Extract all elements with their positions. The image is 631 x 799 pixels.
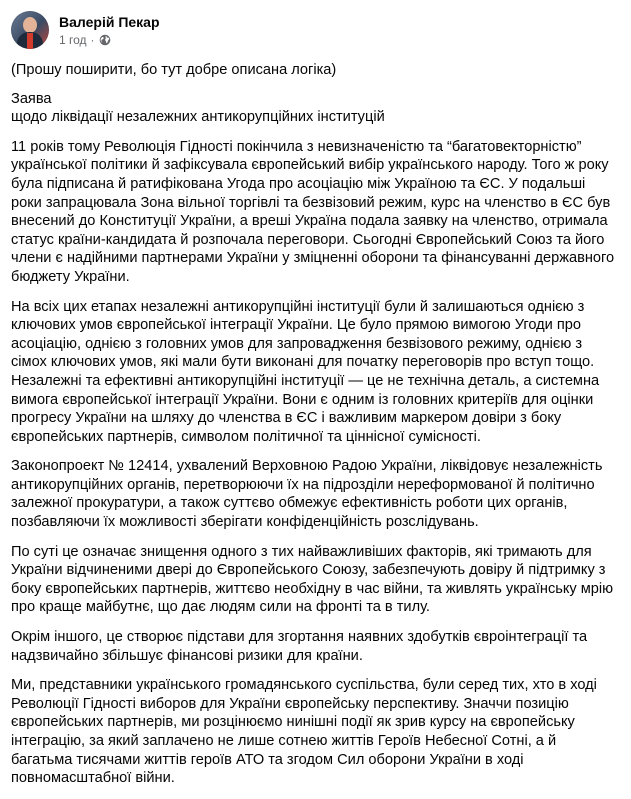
post-timestamp[interactable]: 1 год <box>59 32 87 47</box>
post-body <box>11 61 619 799</box>
post-paragraph: Заява <box>11 90 52 107</box>
post-meta <box>59 13 160 48</box>
post-paragraph: Законопроект № 12414, ухвалений Верховною Радою України, ліквідовує незалежність антикорупційних органів, перетворюючи їх на підрозділи нереформованої й політично залежної прокуратури, а також суттєво обмежує ефективність роботи цих органів, позбавляючи їх можливості зберігати конфіденційність розслідувань. <box>11 458 603 531</box>
post-paragraph: (Прошу поширити, бо тут добре описана логіка) <box>11 62 337 78</box>
author-name[interactable]: Валерій Пекар <box>59 13 160 30</box>
post-paragraph: щодо ліквідації незалежних антикорупційних інституцій <box>11 109 385 126</box>
post-header <box>11 10 160 50</box>
globe-icon[interactable] <box>99 34 111 46</box>
post-paragraph: На всіх цих етапах незалежні антикорупційні інституції були й залишаються однією з ключових умов європейської інтеграції України. Це було прямою вимогою Угоди про асоціацію, однією з головних умов для запровадження безвізового режиму, однією з сімох ключових умов, які мали бути виконані для початку переговорів про вступ тощо. Незалежні та ефективні антикорупційні інституції — це не технічна деталь, а системна вимога європейської інтеграції України. Вони є одним із головних критеріїв для оцінки прогресу України на шляху до членства в ЄС і важливим маркером довіри з боку європейських партнерів, символом політичної та ціннісної сумісності. <box>11 298 600 445</box>
author-avatar[interactable] <box>11 11 49 49</box>
post-paragraph: По суті це означає знищення одного з тих найважливіших факторів, які тримають для України відчиненими двері до Європейського Союзу, забезпечують довіру й підтримку з боку європейських партнерів, життєво необхідну в час війни, та живлять українську мрію про краще майбутнє, що дає людям сили на фронті та в тилу. <box>11 543 614 616</box>
post-paragraph: Окрім іншого, це створює підстави для згортання наявних здобутків євроінтеграції та надзвичайно збільшує фінансові ризики для країни. <box>11 629 588 664</box>
separator-dot: · <box>90 32 95 47</box>
post-paragraph: 11 років тому Революція Гідності покінчила з невизначеністю та “багатовекторністю” української політики й зафіксувала європейський вибір українського народу. Того ж року була підписана й ратифікована Угода про асоціацію між Україною та ЄС. У подальші роки запрацювала Зона вільної торгівлі та безвізовий режим, курс на членство в ЄС був внесений до Конституції України, а вреші Україна подала заявку на членство, отримала статус країни-кандидата й розпочала переговори. Сьогодні Європейський Союз та його члени є надійними партнерами України у зміцненні оборони та фінансуванні державного бюджету України. <box>11 138 615 285</box>
post-paragraph: Ми, представники українського громадянського суспільства, були серед тих, хто в ході Революції Гідності виборов для України європейську перспективу. Значчи позицію європейських партнерів, ми розцінюємо нинішні події як зрив курсу на європейську інтеграцію, за який заплачено не лише сотнею життів Героїв Небесної Сотні, а й багатьма тисячами життів героїв АТО та згодом Сил оборони України в ході повномасштабної війни. <box>11 677 597 787</box>
post-subline <box>59 32 160 48</box>
